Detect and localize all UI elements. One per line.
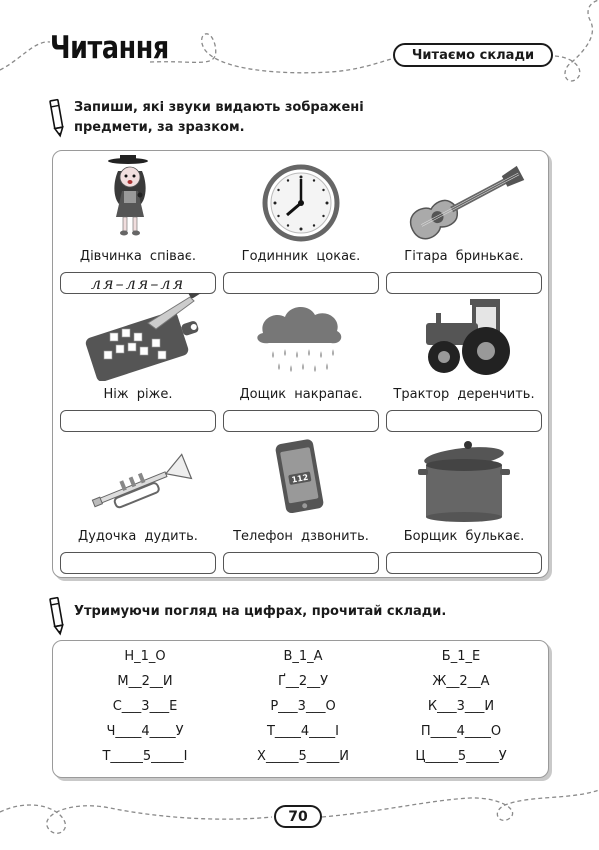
phone-icon [223, 435, 379, 523]
syllable-item: П____4____О [420, 724, 502, 739]
exercise-caption: Ніж ріже. [103, 387, 173, 402]
answer-field[interactable] [386, 552, 542, 574]
syllable-item: Ц_____5_____У [415, 749, 507, 764]
answer-field[interactable] [60, 410, 216, 432]
syllable-item: Т____4____І [266, 724, 340, 739]
topic-badge: Читаємо склади [393, 43, 553, 67]
knife-icon [60, 293, 216, 381]
pot-icon [386, 435, 542, 523]
syllable-item: Ґ__2__У [277, 674, 329, 689]
exercise-caption: Телефон дзвонить. [233, 529, 369, 544]
exercise-caption: Годинник цокає. [241, 249, 361, 264]
syllable-item: С___3___Е [112, 699, 178, 714]
answer-field[interactable] [223, 272, 379, 294]
rain-cloud-icon [223, 293, 379, 381]
clock-icon [223, 155, 379, 243]
syllable-item: Б_1_Е [441, 649, 481, 664]
exercise-caption: Борщик булькає. [403, 529, 525, 544]
exercise-caption: Гітара бринькає. [404, 249, 524, 264]
pencil-icon [48, 98, 66, 138]
guitar-icon [386, 155, 542, 243]
syllable-item: К___3___И [427, 699, 495, 714]
syllable-item: Т_____5_____І [102, 749, 188, 764]
syllable-item: Ж__2__А [432, 674, 490, 689]
syllable-item: Ч____4____У [106, 724, 184, 739]
answer-field[interactable] [386, 410, 542, 432]
answer-field[interactable] [60, 552, 216, 574]
task2-instruction: Утримуючи погляд на цифрах, прочитай склади. [74, 604, 447, 619]
tractor-icon [386, 293, 542, 381]
task1-instruction-line1: Запиши, які звуки видають зображені [74, 100, 364, 115]
task1-instruction-line2: предмети, за зразком. [74, 120, 245, 135]
exercise-caption: Дівчинка співає. [79, 249, 197, 264]
exercise-box-sounds [52, 150, 549, 578]
answer-field[interactable] [223, 410, 379, 432]
syllable-item: Р___3___О [270, 699, 336, 714]
page-title: Читання [50, 30, 169, 66]
trumpet-icon [60, 435, 216, 523]
exercise-box-syllables [52, 640, 549, 778]
syllable-item: Н_1_О [124, 649, 166, 664]
syllable-item: М__2__И [117, 674, 173, 689]
answer-field[interactable] [223, 552, 379, 574]
syllable-item: Х_____5_____И [257, 749, 349, 764]
exercise-caption: Трактор деренчить. [393, 387, 535, 402]
svg-text:112: 112 [290, 472, 309, 485]
task1-instruction [74, 98, 364, 138]
page-number: 70 [274, 805, 322, 828]
singing-girl-icon [60, 155, 216, 243]
syllable-item: В_1_А [283, 649, 323, 664]
answer-field[interactable] [386, 272, 542, 294]
exercise-caption: Дудочка дудить. [78, 529, 198, 544]
pencil-icon [48, 596, 66, 636]
exercise-caption: Дощик накрапає. [239, 387, 363, 402]
answer-field[interactable]: ля–ля–ля [60, 272, 216, 294]
